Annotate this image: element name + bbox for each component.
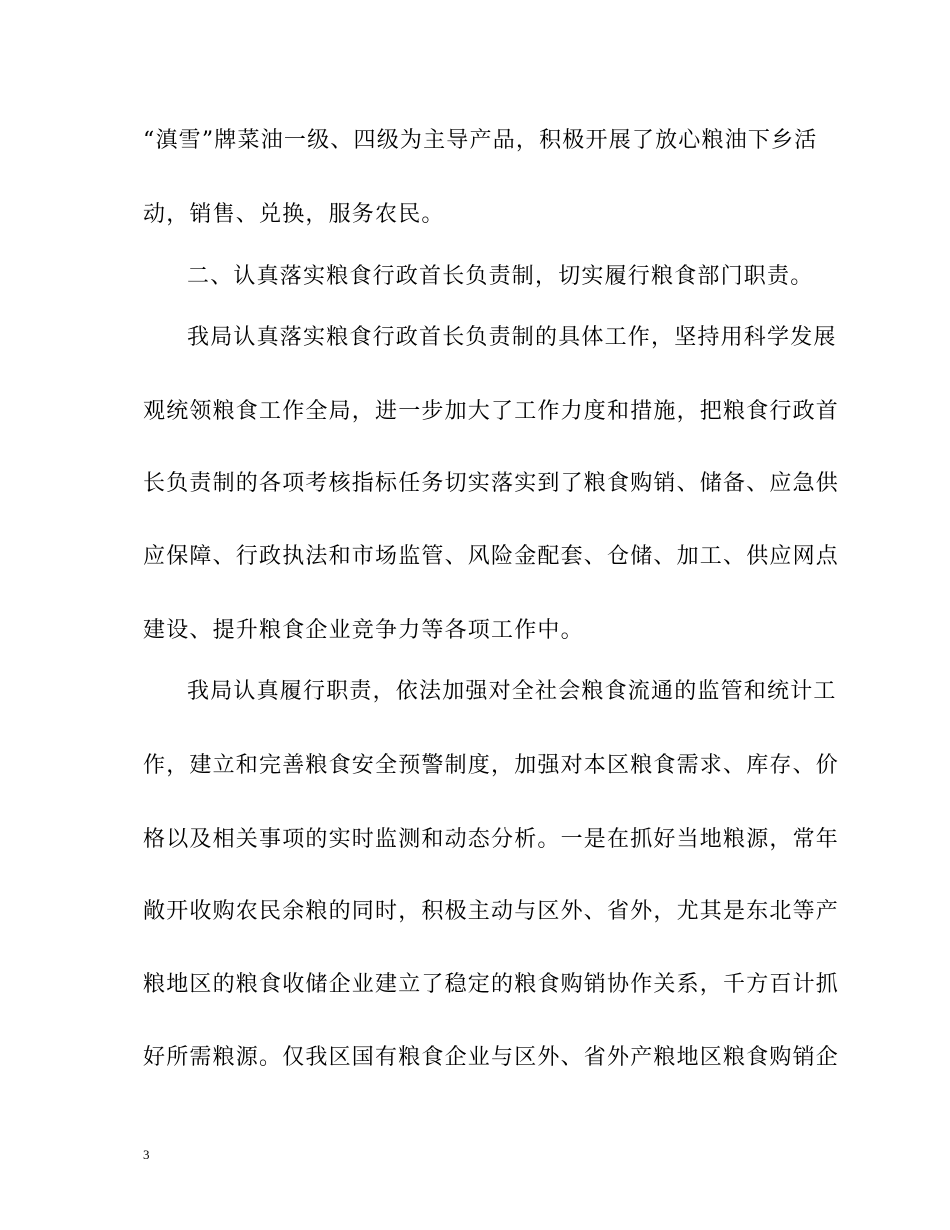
text-line: 动，销售、兑换，服务农民。	[143, 202, 445, 227]
text-line: 作，建立和完善粮食安全预警制度，加强对本区粮食需求、库存、价	[143, 753, 840, 778]
text-line: “滇雪”牌菜油一级、四级为主导产品，积极开展了放心粮油下乡活	[143, 128, 818, 153]
text-line: 好所需粮源。仅我区国有粮食企业与区外、省外产粮地区粮食购销企	[143, 1045, 840, 1070]
text-line: 我局认真落实粮食行政首长负责制的具体工作，坚持用科学发展	[187, 325, 837, 350]
text-line: 敞开收购农民余粮的同时，积极主动与区外、省外，尤其是东北等产	[143, 899, 840, 924]
text-line: 建设、提升粮食企业竞争力等各项工作中。	[143, 618, 584, 643]
text-line: 应保障、行政执法和市场监管、风险金配套、仓储、加工、供应网点	[143, 544, 840, 569]
text-line: 格以及相关事项的实时监测和动态分析。一是在抓好当地粮源，常年	[143, 827, 840, 852]
text-line: 粮地区的粮食收储企业建立了稳定的粮食购销协作关系，千方百计抓	[143, 972, 840, 997]
text-line: 长负责制的各项考核指标任务切实落实到了粮食购销、储备、应急供	[143, 471, 840, 496]
section-heading: 二、认真落实粮食行政首长负责制，切实履行粮食部门职责。	[187, 264, 814, 289]
text-line: 观统领粮食工作全局，进一步加大了工作力度和措施，把粮食行政首	[143, 399, 840, 424]
page-number: 3	[143, 1147, 150, 1162]
text-line: 我局认真履行职责，依法加强对全社会粮食流通的监管和统计工	[187, 679, 837, 704]
